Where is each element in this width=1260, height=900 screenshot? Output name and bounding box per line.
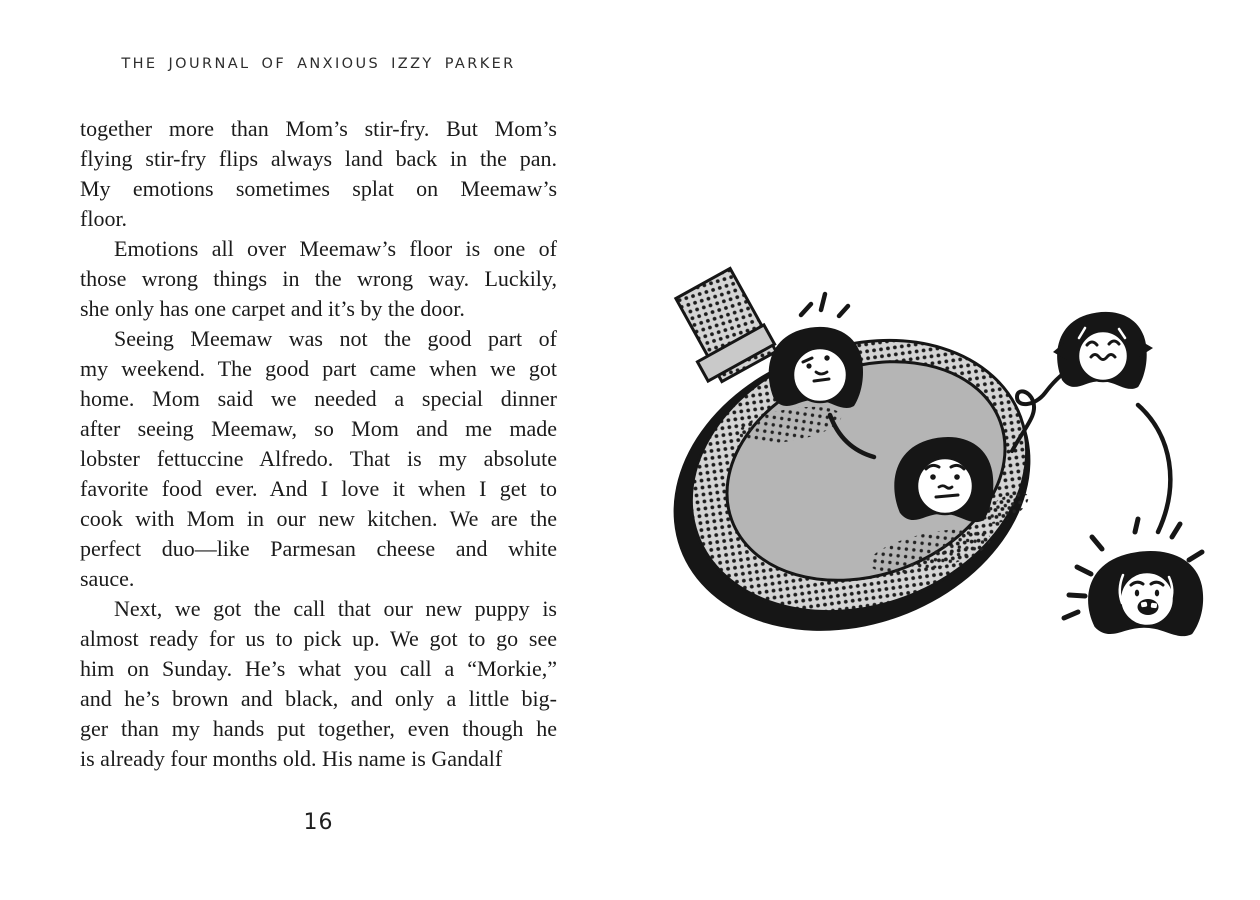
paragraph (80, 594, 557, 774)
text-line: and he’s brown and black, and only a little big- (80, 686, 557, 711)
text-line: My emotions sometimes splat on Meemaw’s (80, 176, 557, 201)
text-line: after seeing Meemaw, so Mom and me made (80, 416, 557, 441)
text-line: flying stir-fry flips always land back in the pan. (80, 146, 557, 171)
text-line: almost ready for us to pick up. We got to go see (80, 626, 557, 651)
text-line: is already four months old. His name is Gandalf (80, 746, 503, 771)
text-line: perfect duo—like Parmesan cheese and white (80, 536, 557, 561)
text-line: together more than Mom’s stir-fry. But Mom’s (80, 116, 557, 141)
trajectory-arc-line (1138, 405, 1170, 532)
text-line: home. Mom said we needed a special dinner (80, 386, 557, 411)
frying-pan-illustration-svg (640, 265, 1220, 660)
text-line: my weekend. The good part came when we got (80, 356, 557, 381)
text-line: those wrong things in the wrong way. Luckily, (80, 266, 557, 291)
text-line: lobster fettuccine Alfredo. That is my absolute (80, 446, 557, 471)
motion-lines-icon (801, 294, 848, 316)
spring-coil-line (1012, 371, 1067, 451)
paragraph (80, 234, 557, 324)
pan-handle-icon (676, 268, 776, 381)
text-line: ger than my hands put together, even though he (80, 716, 557, 741)
text-line: floor. (80, 206, 128, 231)
face-in-pan-uneasy-icon (769, 327, 863, 408)
text-line: Emotions all over Meemaw’s floor is one of (114, 236, 557, 261)
text-line: him on Sunday. He’s what you call a “Morkie,” (80, 656, 557, 681)
text-block (80, 114, 557, 774)
text-line: she only has one carpet and it’s by the door. (80, 296, 465, 321)
frying-pan-illustration (640, 265, 1220, 660)
text-line: sauce. (80, 566, 135, 591)
running-header: THE JOURNAL OF ANXIOUS IZZY PARKER (121, 56, 516, 72)
face-flying-scrunched-icon (1053, 312, 1153, 389)
paragraph (80, 114, 557, 234)
paragraph (80, 324, 557, 594)
text-line: Seeing Meemaw was not the good part of (114, 326, 557, 351)
text-line: cook with Mom in our new kitchen. We are the (80, 506, 557, 531)
text-line: Next, we got the call that our new puppy is (114, 596, 557, 621)
text-line: favorite food ever. And I love it when I get to (80, 476, 557, 501)
page-number: 16 (303, 810, 334, 835)
face-flying-alarmed-icon (1088, 551, 1203, 636)
